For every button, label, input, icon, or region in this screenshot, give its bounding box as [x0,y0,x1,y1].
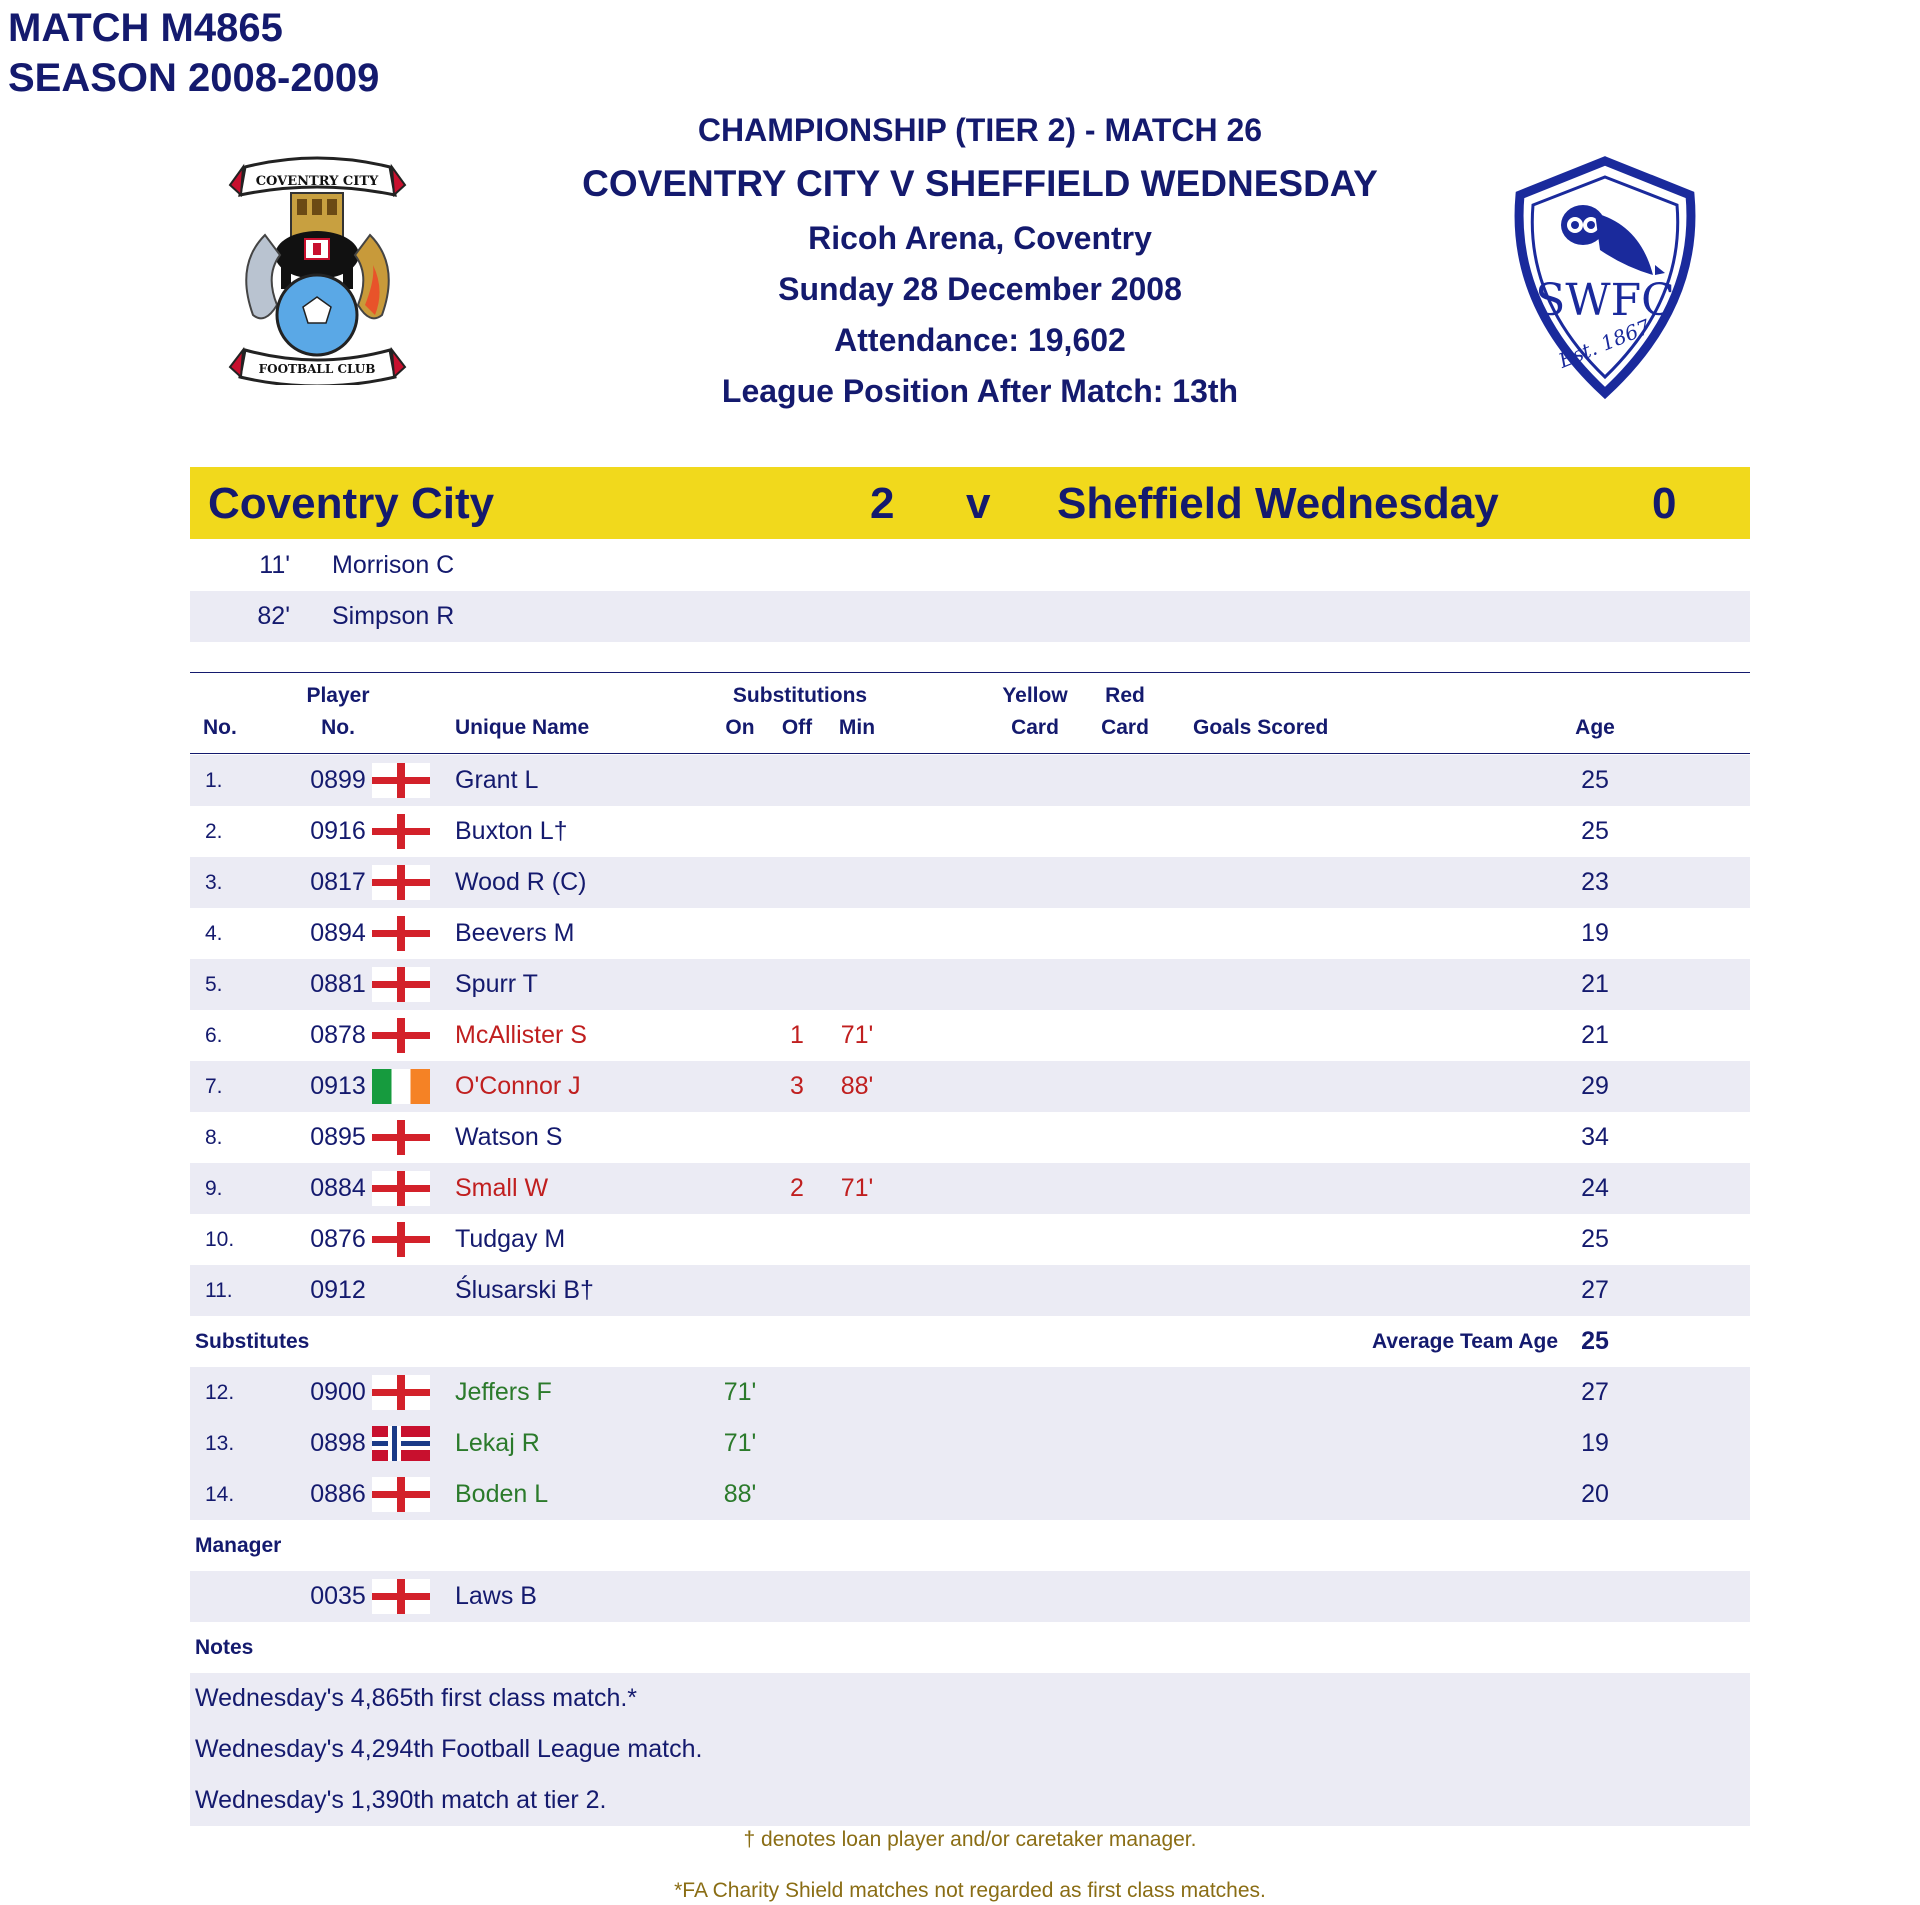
player-age: 25 [1581,766,1609,794]
england-flag-icon [372,967,430,1002]
player-age: 19 [1581,919,1609,947]
player-row [190,959,1750,1010]
player-age: 27 [1581,1276,1609,1304]
sub-on-minute: 71' [723,1378,757,1406]
note-item: Wednesday's 4,294th Football League match. [195,1735,703,1763]
player-number: 0913 [310,1072,366,1100]
player-row [190,1214,1750,1265]
home-team-name: Coventry City [208,479,495,528]
header-yellow: Yellow [1002,684,1068,707]
squad-number: 1. [205,769,223,792]
average-age-label: Average Team Age [1372,1330,1558,1353]
scorer-row [190,540,1750,591]
player-row [190,806,1750,857]
squad-number: 7. [205,1075,223,1098]
norway-flag-icon [372,1426,430,1461]
sub-off-order: 3 [790,1072,804,1100]
goal-minute: 11' [259,551,290,579]
header-goals-scored: Goals Scored [1193,716,1329,739]
loan-footnote: † denotes loan player and/or caretaker manager. [743,1828,1197,1851]
player-number: 0898 [310,1429,366,1457]
notes-label: Notes [195,1636,254,1659]
player-age: 21 [1581,1021,1609,1049]
england-flag-icon [372,1579,430,1614]
competition-title: CHAMPIONSHIP (TIER 2) - MATCH 26 [697,112,1263,148]
away-team-name: Sheffield Wednesday [1057,479,1499,528]
league-position: League Position After Match: 13th [721,373,1239,409]
header-no: No. [203,716,237,739]
squad-number: 14. [205,1483,235,1506]
player-age: 34 [1581,1123,1609,1151]
match-header [480,105,1480,417]
coventry-city-crest-icon [225,155,410,385]
home-goals: 2 [870,479,895,528]
player-name: Jeffers F [455,1378,552,1406]
sub-off-order: 1 [790,1021,804,1049]
squad-number: 12. [205,1381,235,1404]
england-flag-icon [372,1375,430,1410]
player-age: 23 [1581,868,1609,896]
squad-number: 13. [205,1432,235,1455]
header-player-no: No. [321,716,355,739]
header-red-card: Card [1101,716,1149,739]
score-bar [190,467,1750,539]
fixture-title: COVENTRY CITY V SHEFFIELD WEDNESDAY [582,163,1378,204]
player-number: 0912 [310,1276,366,1304]
header-player: Player [306,684,370,707]
away-goals: 0 [1652,479,1677,528]
player-age: 29 [1581,1072,1609,1100]
player-number: 0899 [310,766,366,794]
player-name: Wood R (C) [455,868,587,896]
venue: Ricoh Arena, Coventry [808,220,1152,256]
sub-off-minute: 88' [840,1072,874,1100]
sub-off-order: 2 [790,1174,804,1202]
player-row [190,908,1750,959]
player-name: Buxton L† [455,817,568,845]
england-flag-icon [372,865,430,900]
header-off: Off [781,716,813,739]
sub-off-minute: 71' [840,1021,874,1049]
substitutes-list [190,1367,1750,1520]
england-flag-icon [372,916,430,951]
header-min: Min [838,716,876,739]
squad-number: 2. [205,820,223,843]
player-name: Watson S [455,1123,563,1151]
swfc-crest-text: SWFC [1535,275,1675,326]
player-row [190,1112,1750,1163]
squad-number: 5. [205,973,223,996]
header-substitutions: Substitutions [732,684,868,707]
scorer-name: Simpson R [332,602,455,630]
player-row [190,1163,1750,1214]
squad-number: 10. [205,1228,235,1251]
header-on: On [725,716,755,739]
ireland-flag-icon [372,1069,430,1104]
header-red: Red [1105,684,1145,707]
player-number: 0895 [310,1123,366,1151]
player-age: 27 [1581,1378,1609,1406]
notes-section [190,1622,1750,1673]
england-flag-icon [372,1120,430,1155]
england-flag-icon [372,814,430,849]
note-item: Wednesday's 1,390th match at tier 2. [195,1786,607,1814]
squad-number: 6. [205,1024,223,1047]
player-row [190,755,1750,806]
squad-number: 8. [205,1126,223,1149]
player-name: O'Connor J [455,1072,581,1100]
player-name: Small W [455,1174,549,1202]
player-name: McAllister S [455,1021,587,1049]
squad-number: 11. [205,1279,233,1302]
header-unique-name: Unique Name [455,716,590,739]
player-number: 0916 [310,817,366,845]
charity-footnote: *FA Charity Shield matches not regarded as first class matches. [674,1879,1266,1902]
lineup-column-headers [190,672,1750,754]
header-age: Age [1575,716,1615,739]
player-name: Lekaj R [455,1429,540,1457]
player-number: 0900 [310,1378,366,1406]
player-number: 0881 [310,970,366,998]
squad-number: 4. [205,922,223,945]
sub-on-minute: 88' [723,1480,757,1508]
scorer-row [190,591,1750,642]
starting-eleven [190,755,1750,1316]
player-row [190,1418,1750,1469]
player-row [190,1469,1750,1520]
average-age-value: 25 [1581,1327,1609,1355]
manager-label: Manager [195,1534,282,1557]
manager-name: Laws B [455,1582,537,1610]
swfc-est-text: Est. 1867 [1555,314,1654,373]
header-yellow-card: Card [1011,716,1059,739]
player-row [190,1010,1750,1061]
substitutes-section [190,1316,1750,1367]
player-number: 0886 [310,1480,366,1508]
england-flag-icon [372,763,430,798]
match-date: Sunday 28 December 2008 [778,271,1182,307]
coventry-crest-bottom-text: FOOTBALL CLUB [258,362,376,376]
player-age: 20 [1581,1480,1609,1508]
scorer-name: Morrison C [332,551,455,579]
player-name: Spurr T [455,970,538,998]
player-age: 21 [1581,970,1609,998]
england-flag-icon [372,1477,430,1512]
player-name: Beevers M [455,919,575,947]
player-number: 0878 [310,1021,366,1049]
player-name: Boden L [455,1480,549,1508]
player-age: 24 [1581,1174,1609,1202]
goal-minute: 82' [257,602,290,630]
notes-list [190,1673,1750,1826]
player-age: 19 [1581,1429,1609,1457]
player-name: Grant L [455,766,539,794]
player-age: 25 [1581,1225,1609,1253]
goal-scorers [190,540,1750,642]
player-row [190,857,1750,908]
player-row [190,1367,1750,1418]
season: SEASON 2008-2009 [8,56,380,100]
player-number: 0884 [310,1174,366,1202]
match-id: MATCH M4865 [8,6,283,50]
coventry-crest-top-text: COVENTRY CITY [255,174,379,189]
manager-section [190,1520,1750,1571]
player-row [190,1265,1750,1316]
player-number: 0817 [310,868,366,896]
attendance: Attendance: 19,602 [834,322,1126,358]
player-number: 0876 [310,1225,366,1253]
squad-number: 9. [205,1177,223,1200]
manager-row [190,1571,1750,1622]
england-flag-icon [372,1222,430,1257]
england-flag-icon [372,1171,430,1206]
lineup-table [190,755,1750,1826]
player-name: Ślusarski B† [455,1276,594,1304]
player-row [190,1061,1750,1112]
substitutes-label: Substitutes [195,1330,310,1353]
squad-number: 3. [205,871,223,894]
player-number: 0894 [310,919,366,947]
manager-player-no: 0035 [310,1582,366,1610]
sub-on-minute: 71' [723,1429,757,1457]
swfc-crest-icon [1505,155,1705,400]
england-flag-icon [372,1018,430,1053]
player-age: 25 [1581,817,1609,845]
player-name: Tudgay M [455,1225,566,1253]
sub-off-minute: 71' [840,1174,874,1202]
versus-label: v [966,479,991,528]
note-item: Wednesday's 4,865th first class match.* [195,1684,638,1712]
